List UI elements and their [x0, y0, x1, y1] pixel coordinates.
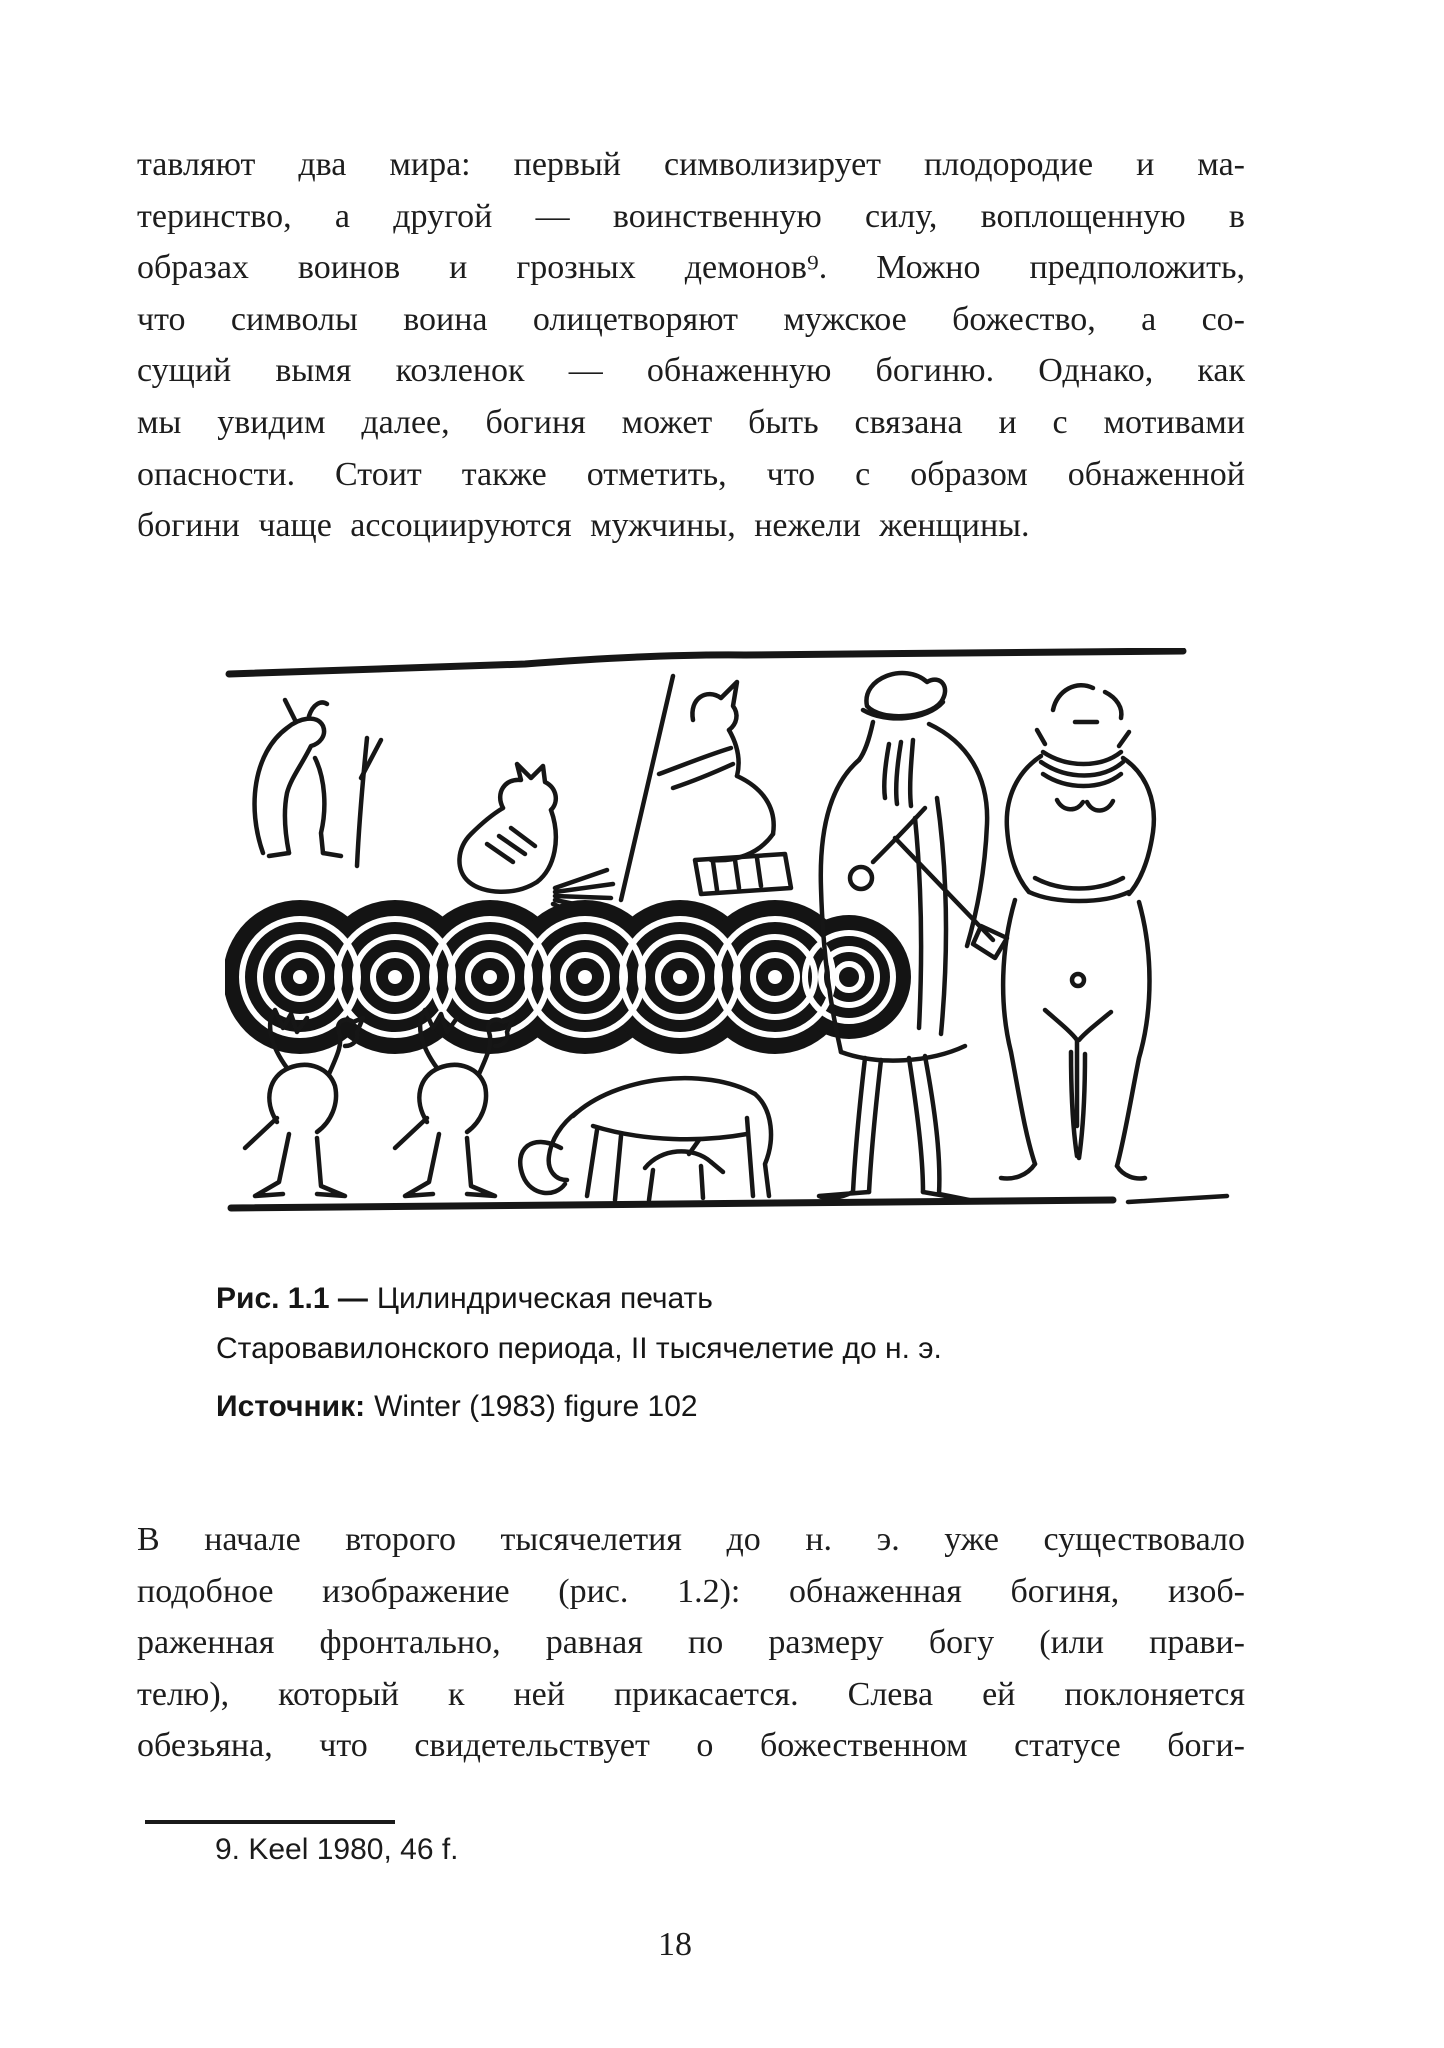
text-line: богини чаще ассоциируются мужчины, нежели женщины. [137, 507, 1030, 545]
paragraph-1 [137, 139, 1245, 552]
footnote-rule [145, 1820, 395, 1824]
text-line: телю), который к ней прикасается. Слева ей поклоняется [137, 1675, 1245, 1713]
text-line: тавляют два мира: первый символизирует плодородие и ма- [137, 146, 1245, 183]
text-line: подобное изображение (рис. 1.2): обнаженная богиня, изоб- [137, 1572, 1245, 1610]
nude-goddess [1001, 685, 1154, 1178]
monkey-figure [255, 700, 341, 856]
figure-title: Цилиндрическая печать [376, 1282, 713, 1315]
kneeling-spearman [621, 676, 791, 900]
page-number: 18 [658, 1926, 692, 1963]
text-line: опасности. Стоит также отметить, что с образом обнаженной [137, 455, 1245, 493]
paragraph-2 [137, 1514, 1245, 1772]
figure-caption [216, 1274, 1116, 1432]
cylinder-seal-illustration [225, 648, 1230, 1228]
seal-bottom-border [231, 1200, 1113, 1208]
seal-bottom-border-right [1128, 1196, 1227, 1202]
caption-source-line [216, 1382, 1116, 1432]
guilloche-band [225, 900, 911, 1054]
crouching-figure [459, 764, 613, 920]
text-line: сущий вымя козленок — обнаженную богиню. Однако, как [137, 352, 1245, 390]
text-line: образах воинов и грозных демонов⁹. Можно предположить, [137, 249, 1245, 287]
caption-line-1 [216, 1274, 1116, 1324]
text-line: мы увидим далее, богиня может быть связана и с мотивами [137, 403, 1245, 441]
text-line: обезьяна, что свидетельствует о божественном статусе боги- [137, 1727, 1245, 1765]
seal-top-border [229, 651, 1183, 674]
goat-with-kid [520, 1078, 771, 1200]
text-line: что символы воина олицетворяют мужское божество, а со- [137, 300, 1245, 338]
text-line: теринство, а другой — воинственную силу, воплощенную в [137, 197, 1245, 235]
branch-figure [357, 738, 381, 866]
text-line: раженная фронтально, равная по размеру богу (или прави- [137, 1624, 1245, 1662]
source-label: Источник: [216, 1390, 366, 1423]
caption-line-2: Старовавилонского периода, II тысячелетие до н. э. [216, 1332, 942, 1365]
source-text: Winter (1983) figure 102 [374, 1390, 698, 1423]
text-line: В начале второго тысячелетия до н. э. уже существовало [137, 1521, 1245, 1558]
footnote-text: 9. Keel 1980, 46 f. [215, 1833, 459, 1866]
figure-number: Рис. 1.1 — [216, 1282, 368, 1315]
figure-1-1 [225, 648, 1230, 1228]
